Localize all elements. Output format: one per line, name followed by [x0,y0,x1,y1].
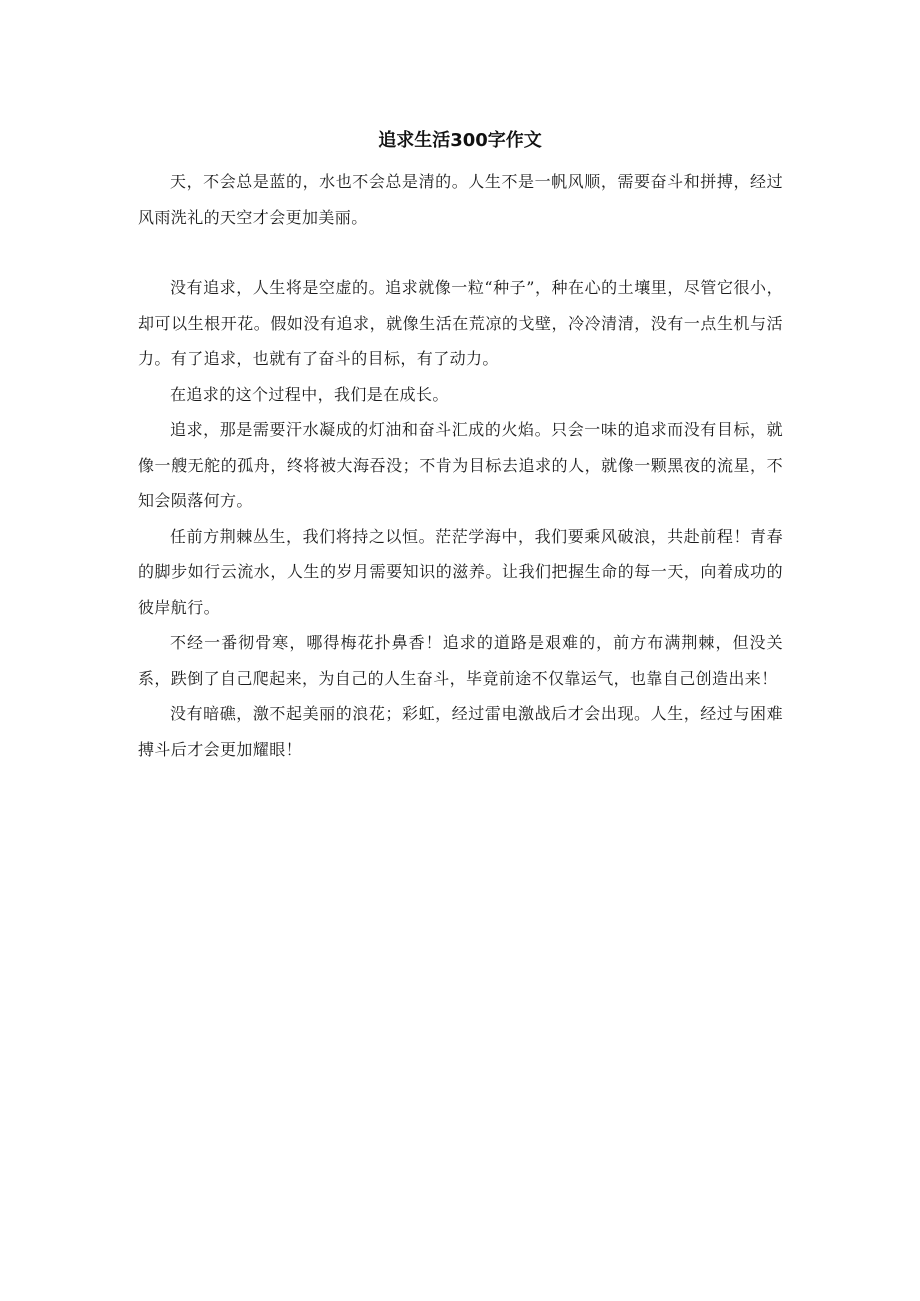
paragraph-5: 任前方荆棘丛生，我们将持之以恒。茫茫学海中，我们要乘风破浪，共赴前程！青春的脚步如行云流水，人生的岁月需要知识的滋养。让我们把握生命的每一天，向着成功的彼岸航行。 [138,526,783,617]
paragraph-6: 不经一番彻骨寒，哪得梅花扑鼻香！追求的道路是艰难的，前方布满荆棘，但没关系，跌倒了自己爬起来，为自己的人生奋斗，毕竟前途不仅靠运气，也靠自己创造出来！ [138,633,783,688]
document-title: 追求生活300字作文 [378,130,542,151]
paragraph-7: 没有暗礁，激不起美丽的浪花；彩虹，经过雷电激战后才会出现。人生，经过与困难搏斗后才会更加耀眼！ [138,704,783,759]
paragraph-1: 天，不会总是蓝的，水也不会总是清的。人生不是一帆风顺，需要奋斗和拼搏，经过风雨洗礼的天空才会更加美丽。 [138,172,783,227]
paragraph-2: 没有追求，人生将是空虚的。追求就像一粒“种子”，种在心的土壤里，尽管它很小，却可以生根开花。假如没有追求，就像生活在荒凉的戈壁，冷冷清清，没有一点生机与活力。有了追求，也就有了奋斗的目标，有了动力。 [138,278,783,368]
paragraph-3: 在追求的这个过程中，我们是在成长。 [170,384,449,404]
document-body [138,164,783,767]
paragraph-4: 追求，那是需要汗水凝成的灯油和奋斗汇成的火焰。只会一味的追求而没有目标，就像一艘无舵的孤舟，终将被大海吞没；不肯为目标去追求的人，就像一颗黑夜的流星，不知会陨落何方。 [138,420,783,510]
